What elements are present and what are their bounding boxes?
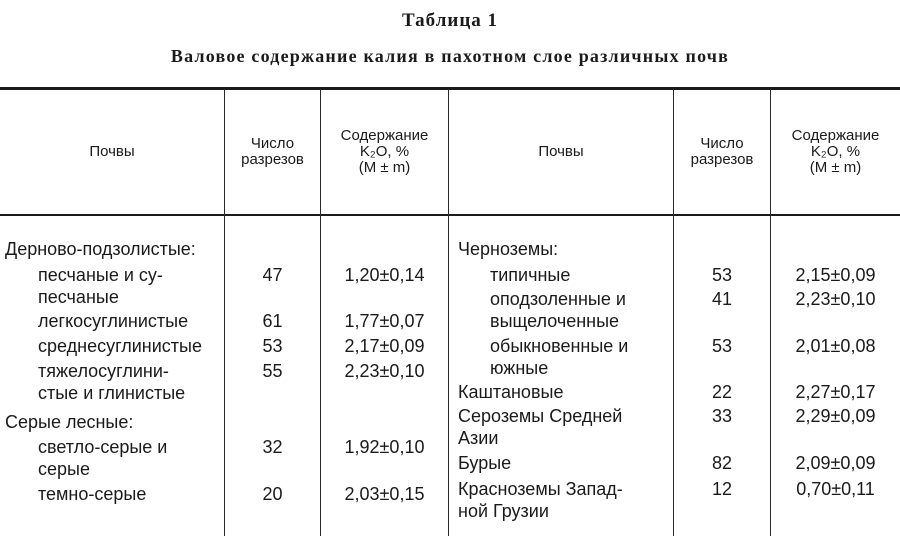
header-content-left: Содержание K₂O, % (M ± m) — [340, 127, 429, 176]
header-count-left: Число разрезов — [241, 135, 304, 168]
soil-name: типичные — [490, 265, 571, 285]
section-count: 32 — [262, 437, 283, 457]
section-count: 55 — [262, 361, 283, 381]
soil-name: легкосуглинистые — [38, 311, 189, 331]
group-label: Черноземы: — [458, 239, 559, 259]
section-count: 61 — [262, 311, 283, 331]
soil-name: обыкновенные и южные — [490, 336, 629, 378]
soil-name: песчаные и су- песчаные — [38, 265, 163, 307]
k2o-value: 2,29±0,09 — [795, 406, 876, 426]
soil-name: Красноземы Запад- ной Грузии — [458, 479, 623, 521]
section-count: 53 — [262, 336, 283, 356]
header-soil-right: Почвы — [538, 143, 584, 160]
k2o-value: 2,01±0,08 — [795, 336, 876, 356]
header-count-right: Число разрезов — [690, 135, 754, 168]
header-soil-left: Почвы — [89, 143, 135, 160]
soil-name: светло-серые и серые — [38, 437, 168, 479]
section-count: 33 — [711, 406, 733, 426]
group-label: Дерново-подзолистые: — [5, 239, 196, 259]
section-count: 41 — [711, 289, 733, 309]
k2o-value: 2,17±0,09 — [344, 336, 425, 356]
k2o-value: 2,23±0,10 — [795, 289, 876, 309]
soil-name: Каштановые — [458, 382, 564, 402]
k2o-value: 2,15±0,09 — [795, 265, 876, 285]
k2o-value: 1,92±0,10 — [344, 437, 425, 457]
soil-name: оподзоленные и выщелоченные — [490, 289, 626, 331]
k2o-value: 0,70±0,11 — [796, 479, 875, 499]
k2o-value: 1,77±0,07 — [344, 311, 425, 331]
soil-name: Сероземы Средней Азии — [458, 406, 623, 448]
section-count: 20 — [262, 484, 283, 504]
soil-name: тяжелосуглини- стые и глинистые — [38, 361, 186, 403]
soil-name: Бурые — [458, 453, 512, 473]
section-count: 53 — [711, 336, 733, 356]
k2o-value: 2,03±0,15 — [344, 484, 425, 504]
k2o-value: 2,23±0,10 — [344, 361, 425, 381]
header-content-right: Содержание K₂O, % (M ± m) — [791, 127, 880, 176]
k2o-value: 2,27±0,17 — [795, 382, 876, 402]
k2o-value: 1,20±0,14 — [344, 265, 425, 285]
header-rule — [0, 214, 900, 216]
section-count: 12 — [711, 479, 733, 499]
table-number: Таблица 1 — [401, 10, 499, 31]
group-label: Серые лесные: — [5, 412, 134, 432]
section-count: 53 — [711, 265, 733, 285]
section-count: 82 — [711, 453, 733, 473]
k2o-value: 2,09±0,09 — [795, 453, 876, 473]
soil-name: темно-серые — [38, 484, 147, 504]
section-count: 22 — [711, 382, 733, 402]
section-count: 47 — [262, 265, 283, 285]
soil-name: среднесуглинистые — [38, 336, 202, 356]
table-title: Валовое содержание калия в пахотном слое различных почв — [170, 46, 730, 66]
